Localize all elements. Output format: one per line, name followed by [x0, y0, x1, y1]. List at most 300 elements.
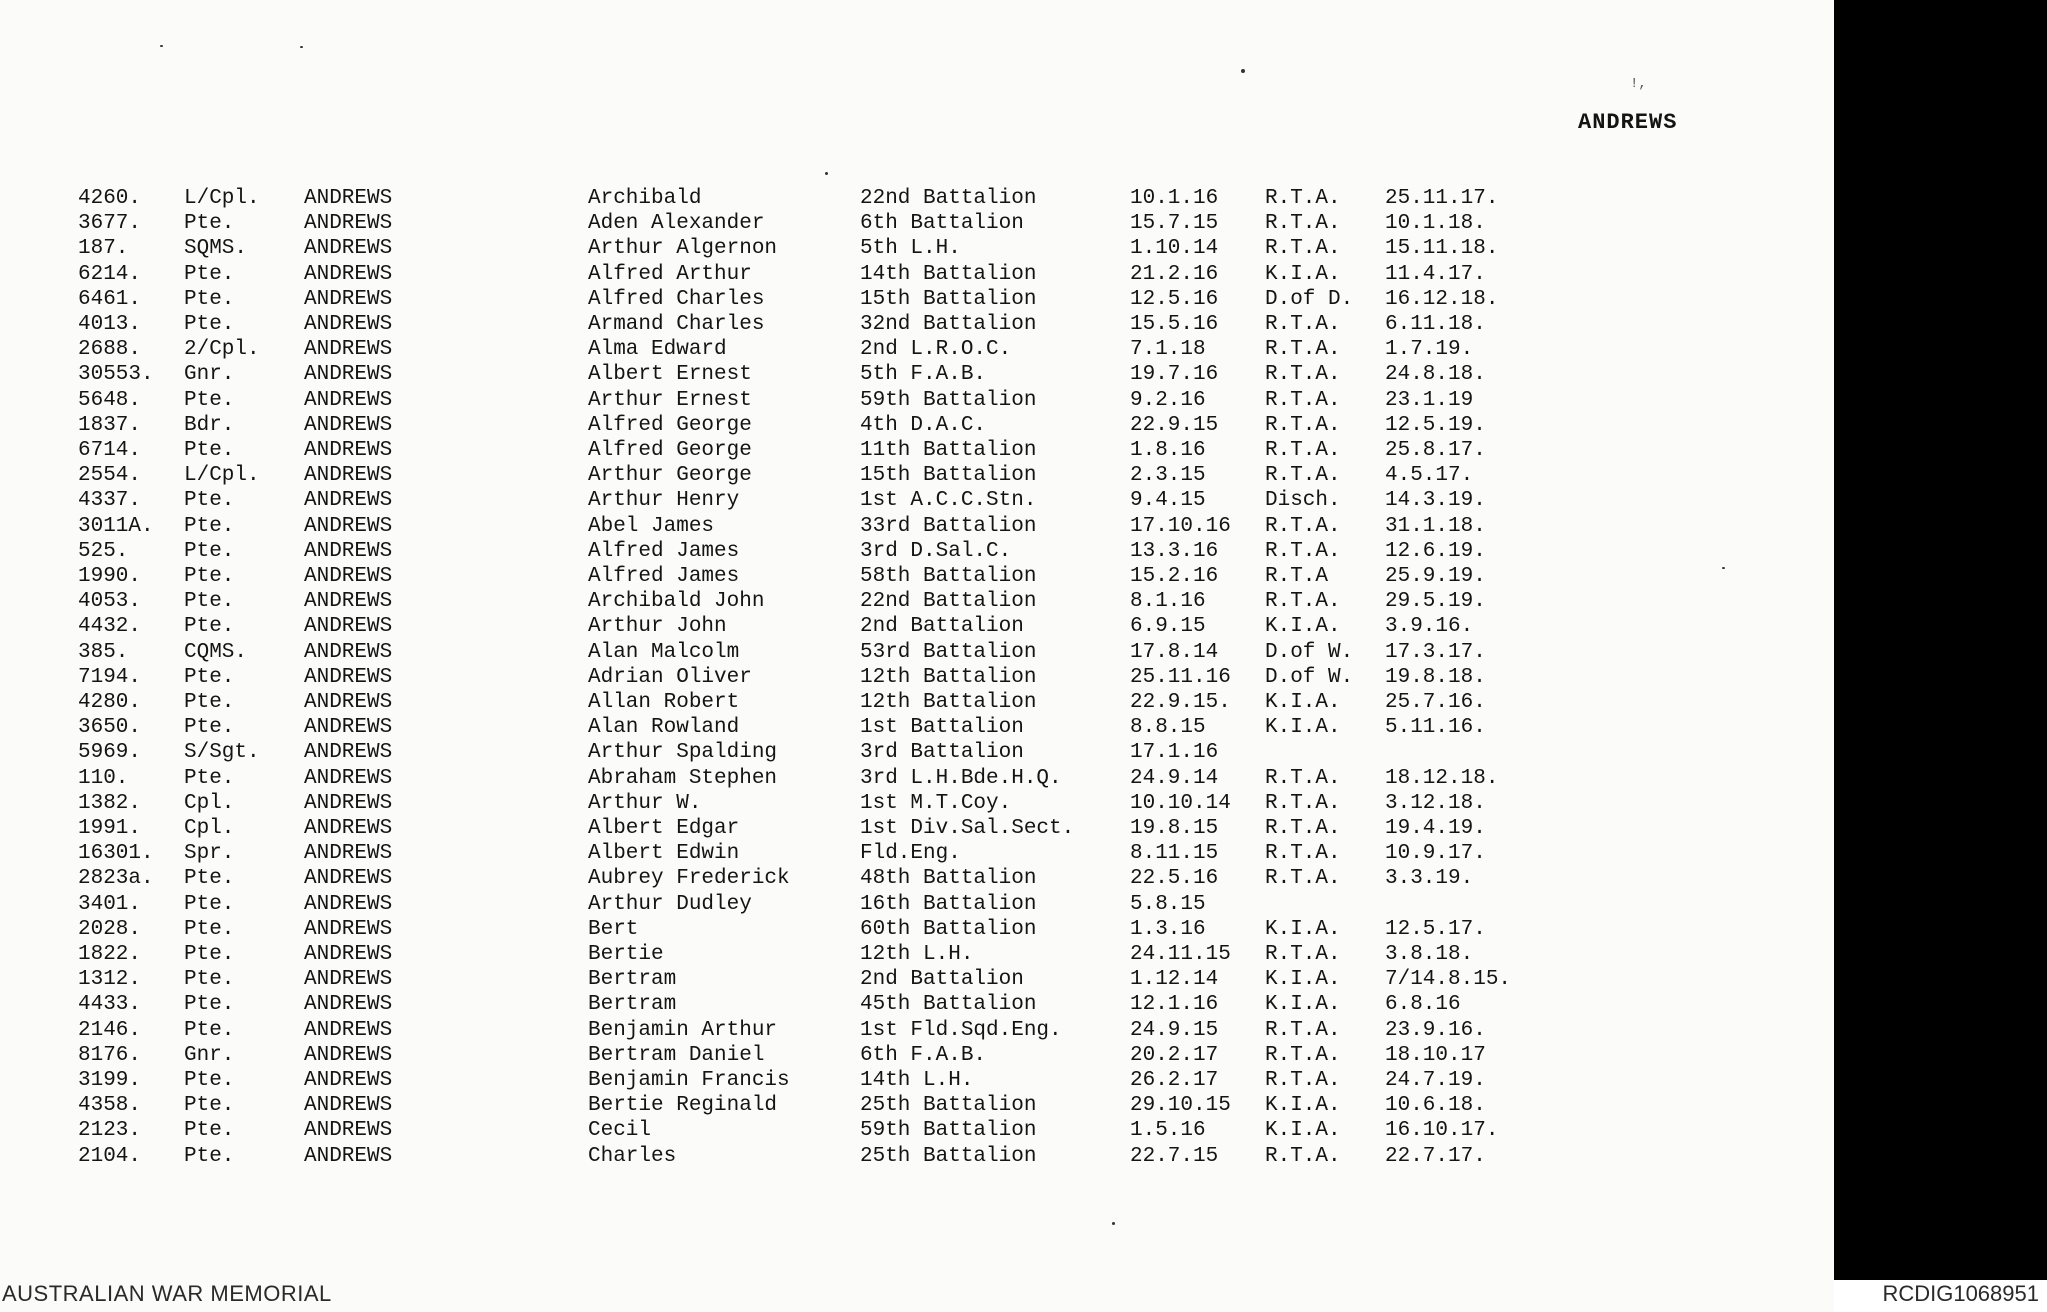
given-names: Alfred James: [588, 539, 740, 563]
unit: 48th Battalion: [860, 867, 1037, 891]
fate-date: 29.5.19.: [1385, 590, 1486, 614]
list-item: [0, 1118, 1834, 1143]
surname: ANDREWS: [304, 993, 393, 1017]
enlistment-date: 1.8.16: [1130, 439, 1206, 462]
enlistment-date: 12.5.16: [1130, 287, 1219, 311]
fate-date: 10.6.18.: [1385, 1094, 1486, 1118]
fate: K.I.A.: [1265, 993, 1341, 1017]
surname: ANDREWS: [304, 842, 393, 866]
rank: Pte.: [184, 892, 235, 916]
unit: 16th Battalion: [860, 892, 1037, 916]
fate: K.I.A.: [1265, 1119, 1341, 1143]
fate: K.I.A.: [1265, 262, 1341, 286]
fate-date: 6.8.16: [1385, 993, 1461, 1017]
given-names: Abel James: [588, 514, 715, 538]
list-item: [0, 640, 1834, 665]
enlistment-date: 1.3.16: [1130, 917, 1206, 941]
record-number: 1382.: [78, 791, 142, 815]
record-number: 4358.: [78, 1094, 142, 1118]
fate-date: 4.5.17.: [1385, 464, 1474, 488]
list-item: [0, 1043, 1834, 1068]
list-item: [0, 312, 1834, 337]
unit: 3rd L.H.Bde.H.Q.: [860, 766, 1062, 790]
rank: Cpl.: [184, 817, 235, 840]
rank: L/Cpl.: [184, 187, 260, 210]
list-item: [0, 816, 1834, 841]
enlistment-date: 2.3.15: [1130, 464, 1206, 488]
unit: 22nd Battalion: [860, 590, 1037, 614]
fate-date: 11.4.17.: [1385, 262, 1486, 286]
fate: R.T.A: [1265, 565, 1329, 588]
record-number: 8176.: [78, 1043, 142, 1067]
record-number: 2028.: [78, 917, 142, 941]
fate: R.T.A.: [1265, 817, 1341, 840]
surname: ANDREWS: [304, 817, 393, 840]
surname: ANDREWS: [304, 187, 393, 210]
rank: Cpl.: [184, 791, 235, 815]
rank: Pte.: [184, 539, 235, 563]
given-names: Albert Ernest: [588, 363, 752, 387]
given-names: Armand Charles: [588, 313, 765, 336]
fate-date: 31.1.18.: [1385, 514, 1486, 538]
given-names: Aubrey Frederick: [588, 867, 790, 891]
list-item: [0, 1068, 1834, 1093]
fate-date: 6.11.18.: [1385, 313, 1486, 336]
list-item: [0, 463, 1834, 488]
list-item: [0, 892, 1834, 917]
surname: ANDREWS: [304, 413, 393, 437]
enlistment-date: 6.9.15: [1130, 615, 1206, 639]
given-names: Aden Alexander: [588, 212, 765, 236]
footer-institution: AUSTRALIAN WAR MEMORIAL: [2, 1281, 332, 1306]
rank: Pte.: [184, 1144, 235, 1168]
surname-header: ANDREWS: [1578, 110, 1678, 135]
record-number: 110.: [78, 766, 129, 790]
fate-date: 3.8.18.: [1385, 943, 1474, 966]
fate: R.T.A.: [1265, 791, 1341, 815]
fate: R.T.A.: [1265, 338, 1341, 362]
rank: Pte.: [184, 514, 235, 538]
list-item: [0, 362, 1834, 387]
fate-date: 12.5.17.: [1385, 917, 1486, 941]
given-names: Archibald: [588, 187, 702, 210]
unit: 59th Battalion: [860, 1119, 1037, 1143]
record-number: 2146.: [78, 1018, 142, 1042]
list-item: [0, 665, 1834, 690]
fate: R.T.A.: [1265, 1043, 1341, 1067]
given-names: Arthur Spalding: [588, 741, 778, 765]
enlistment-date: 13.3.16: [1130, 539, 1219, 563]
fate: R.T.A.: [1265, 539, 1341, 563]
record-number: 385.: [78, 640, 129, 664]
fate: R.T.A.: [1265, 943, 1341, 966]
unit: 32nd Battalion: [860, 313, 1037, 336]
rank: Pte.: [184, 590, 235, 614]
list-item: [0, 564, 1834, 589]
enlistment-date: 8.11.15: [1130, 842, 1219, 866]
surname: ANDREWS: [304, 791, 393, 815]
enlistment-date: 20.2.17: [1130, 1043, 1219, 1067]
fate-date: 25.11.17.: [1385, 187, 1499, 210]
unit: 1st M.T.Coy.: [860, 791, 1012, 815]
enlistment-date: 8.8.15: [1130, 716, 1206, 740]
surname: ANDREWS: [304, 363, 393, 387]
rank: Pte.: [184, 1018, 235, 1042]
unit: 25th Battalion: [860, 1094, 1037, 1118]
surname: ANDREWS: [304, 968, 393, 992]
given-names: Benjamin Francis: [588, 1069, 790, 1092]
fate-date: 3.9.16.: [1385, 615, 1474, 639]
rank: SQMS.: [184, 237, 248, 261]
footer-record-id: RCDIG1068951: [1882, 1281, 2039, 1306]
fate-date: 23.1.19: [1385, 388, 1474, 412]
surname: ANDREWS: [304, 565, 393, 588]
rank: Pte.: [184, 565, 235, 588]
fate: D.of D.: [1265, 287, 1354, 311]
enlistment-date: 10.1.16: [1130, 187, 1219, 210]
rank: Pte.: [184, 917, 235, 941]
fate-date: 19.4.19.: [1385, 817, 1486, 840]
given-names: Alfred Arthur: [588, 262, 752, 286]
rank: S/Sgt.: [184, 741, 260, 765]
enlistment-date: 17.10.16: [1130, 514, 1231, 538]
given-names: Abraham Stephen: [588, 766, 778, 790]
fate-date: 23.9.16.: [1385, 1018, 1486, 1042]
record-number: 2823a.: [78, 867, 154, 891]
enlistment-date: 1.5.16: [1130, 1119, 1206, 1143]
given-names: Alfred Charles: [588, 287, 765, 311]
surname: ANDREWS: [304, 1043, 393, 1067]
record-number: 4053.: [78, 590, 142, 614]
ink-speck: [1112, 1222, 1115, 1225]
surname: ANDREWS: [304, 716, 393, 740]
record-number: 1990.: [78, 565, 142, 588]
list-item: [0, 413, 1834, 438]
fate-date: 25.9.19.: [1385, 565, 1486, 588]
fate: R.T.A.: [1265, 388, 1341, 412]
given-names: Arthur John: [588, 615, 727, 639]
rank: Pte.: [184, 489, 235, 513]
surname: ANDREWS: [304, 1018, 393, 1042]
surname: ANDREWS: [304, 1069, 393, 1092]
fate-date: 16.12.18.: [1385, 287, 1499, 311]
rank: Spr.: [184, 842, 235, 866]
fate-date: 25.8.17.: [1385, 439, 1486, 462]
record-number: 1822.: [78, 943, 142, 966]
list-item: [0, 1018, 1834, 1043]
record-number: 187.: [78, 237, 129, 261]
rank: Pte.: [184, 665, 235, 689]
enlistment-date: 1.12.14: [1130, 968, 1219, 992]
enlistment-date: 15.5.16: [1130, 313, 1219, 336]
fate: K.I.A.: [1265, 691, 1341, 714]
given-names: Adrian Oliver: [588, 665, 752, 689]
enlistment-date: 26.2.17: [1130, 1069, 1219, 1092]
list-item: [0, 690, 1834, 715]
rank: CQMS.: [184, 640, 248, 664]
fate-date: 16.10.17.: [1385, 1119, 1499, 1143]
fate: R.T.A.: [1265, 237, 1341, 261]
unit: 22nd Battalion: [860, 187, 1037, 210]
enlistment-date: 22.5.16: [1130, 867, 1219, 891]
scan-edge-bar: [1834, 0, 2047, 1280]
rank: Gnr.: [184, 363, 235, 387]
fate-date: 3.3.19.: [1385, 867, 1474, 891]
record-number: 2688.: [78, 338, 142, 362]
fate-date: 19.8.18.: [1385, 665, 1486, 689]
enlistment-date: 21.2.16: [1130, 262, 1219, 286]
rank: Pte.: [184, 716, 235, 740]
fate: K.I.A.: [1265, 615, 1341, 639]
given-names: Charles: [588, 1144, 677, 1168]
fate-date: 25.7.16.: [1385, 691, 1486, 714]
surname: ANDREWS: [304, 313, 393, 336]
record-number: 4433.: [78, 993, 142, 1017]
rank: 2/Cpl.: [184, 338, 260, 362]
fate: D.of W.: [1265, 665, 1354, 689]
unit: 2nd Battalion: [860, 968, 1024, 992]
enlistment-date: 22.9.15.: [1130, 691, 1231, 714]
unit: 33rd Battalion: [860, 514, 1037, 538]
fate: R.T.A.: [1265, 413, 1341, 437]
list-item: [0, 488, 1834, 513]
record-number: 4337.: [78, 489, 142, 513]
list-item: [0, 715, 1834, 740]
enlistment-date: 9.4.15: [1130, 489, 1206, 513]
given-names: Arthur Ernest: [588, 388, 752, 412]
rank: Pte.: [184, 867, 235, 891]
fate-date: 24.8.18.: [1385, 363, 1486, 387]
fate: R.T.A.: [1265, 212, 1341, 236]
list-item: [0, 211, 1834, 236]
enlistment-date: 5.8.15: [1130, 892, 1206, 916]
unit: 14th L.H.: [860, 1069, 974, 1092]
fate: K.I.A.: [1265, 1094, 1341, 1118]
unit: 3rd D.Sal.C.: [860, 539, 1012, 563]
fate-date: 14.3.19.: [1385, 489, 1486, 513]
record-number: 7194.: [78, 665, 142, 689]
fate-date: 10.1.18.: [1385, 212, 1486, 236]
rank: Pte.: [184, 615, 235, 639]
enlistment-date: 24.11.15: [1130, 943, 1231, 966]
list-item: [0, 1093, 1834, 1118]
unit: 12th Battalion: [860, 665, 1037, 689]
fate-date: 10.9.17.: [1385, 842, 1486, 866]
unit: 45th Battalion: [860, 993, 1037, 1017]
surname: ANDREWS: [304, 1144, 393, 1168]
list-item: [0, 236, 1834, 261]
fate-date: 24.7.19.: [1385, 1069, 1486, 1092]
surname: ANDREWS: [304, 590, 393, 614]
list-item: [0, 589, 1834, 614]
fate-date: 22.7.17.: [1385, 1144, 1486, 1168]
enlistment-date: 25.11.16: [1130, 665, 1231, 689]
ink-speck: [300, 46, 303, 48]
record-number: 2554.: [78, 464, 142, 488]
fate: R.T.A.: [1265, 1069, 1341, 1092]
enlistment-date: 22.7.15: [1130, 1144, 1219, 1168]
fate: R.T.A.: [1265, 766, 1341, 790]
unit: 1st Battalion: [860, 716, 1024, 740]
given-names: Bert: [588, 917, 639, 941]
fate-date: 15.11.18.: [1385, 237, 1499, 261]
list-item: [0, 262, 1834, 287]
list-item: [0, 866, 1834, 891]
list-item: [0, 917, 1834, 942]
corner-mark: !,: [1630, 76, 1647, 92]
unit: 59th Battalion: [860, 388, 1037, 412]
record-number: 1991.: [78, 817, 142, 840]
unit: 5th L.H.: [860, 237, 961, 261]
given-names: Arthur Algernon: [588, 237, 778, 261]
list-item: [0, 438, 1834, 463]
surname: ANDREWS: [304, 741, 393, 765]
record-number: 5969.: [78, 741, 142, 765]
record-number: 4280.: [78, 691, 142, 714]
surname: ANDREWS: [304, 943, 393, 966]
surname: ANDREWS: [304, 262, 393, 286]
record-number: 525.: [78, 539, 129, 563]
record-number: 1312.: [78, 968, 142, 992]
surname: ANDREWS: [304, 287, 393, 311]
list-item: [0, 740, 1834, 765]
list-item: [0, 186, 1834, 211]
fate: R.T.A.: [1265, 514, 1341, 538]
list-item: [0, 942, 1834, 967]
fate: R.T.A.: [1265, 187, 1341, 210]
unit: 14th Battalion: [860, 262, 1037, 286]
enlistment-date: 9.2.16: [1130, 388, 1206, 412]
record-number: 2123.: [78, 1119, 142, 1143]
given-names: Bertram Daniel: [588, 1043, 765, 1067]
list-item: [0, 514, 1834, 539]
unit: 6th Battalion: [860, 212, 1024, 236]
given-names: Bertram: [588, 968, 677, 992]
surname: ANDREWS: [304, 514, 393, 538]
list-item: [0, 791, 1834, 816]
fate: D.of W.: [1265, 640, 1354, 664]
record-number: 30553.: [78, 363, 154, 387]
given-names: Arthur Dudley: [588, 892, 752, 916]
fate: K.I.A.: [1265, 716, 1341, 740]
given-names: Allan Robert: [588, 691, 740, 714]
enlistment-date: 10.10.14: [1130, 791, 1231, 815]
unit: 4th D.A.C.: [860, 413, 987, 437]
unit: 53rd Battalion: [860, 640, 1037, 664]
unit: 11th Battalion: [860, 439, 1037, 462]
unit: 1st A.C.C.Stn.: [860, 489, 1037, 513]
surname: ANDREWS: [304, 489, 393, 513]
list-item: [0, 539, 1834, 564]
fate-date: 12.6.19.: [1385, 539, 1486, 563]
record-number: 6214.: [78, 262, 142, 286]
enlistment-date: 15.2.16: [1130, 565, 1219, 588]
surname: ANDREWS: [304, 1094, 393, 1118]
enlistment-date: 24.9.15: [1130, 1018, 1219, 1042]
fate-date: 17.3.17.: [1385, 640, 1486, 664]
record-number: 3650.: [78, 716, 142, 740]
given-names: Alan Rowland: [588, 716, 740, 740]
given-names: Benjamin Arthur: [588, 1018, 778, 1042]
unit: 58th Battalion: [860, 565, 1037, 588]
surname: ANDREWS: [304, 439, 393, 462]
fate-date: 18.10.17: [1385, 1043, 1486, 1067]
given-names: Alfred George: [588, 413, 752, 437]
list-item: [0, 967, 1834, 992]
fate: R.T.A.: [1265, 464, 1341, 488]
surname: ANDREWS: [304, 665, 393, 689]
surname: ANDREWS: [304, 539, 393, 563]
surname: ANDREWS: [304, 237, 393, 261]
fate-date: 7/14.8.15.: [1385, 968, 1512, 992]
given-names: Arthur Henry: [588, 489, 740, 513]
fate-date: 18.12.18.: [1385, 766, 1499, 790]
unit: 25th Battalion: [860, 1144, 1037, 1168]
surname: ANDREWS: [304, 388, 393, 412]
unit: 6th F.A.B.: [860, 1043, 987, 1067]
rank: Gnr.: [184, 1043, 235, 1067]
list-item: [0, 1144, 1834, 1169]
given-names: Albert Edwin: [588, 842, 740, 866]
unit: Fld.Eng.: [860, 842, 961, 866]
record-number: 6714.: [78, 439, 142, 462]
unit: 2nd Battalion: [860, 615, 1024, 639]
surname: ANDREWS: [304, 615, 393, 639]
unit: 15th Battalion: [860, 287, 1037, 311]
rank: Pte.: [184, 1094, 235, 1118]
enlistment-date: 12.1.16: [1130, 993, 1219, 1017]
surname: ANDREWS: [304, 640, 393, 664]
list-item: [0, 337, 1834, 362]
record-number: 5648.: [78, 388, 142, 412]
rank: Pte.: [184, 766, 235, 790]
unit: 12th L.H.: [860, 943, 974, 966]
list-item: [0, 388, 1834, 413]
unit: 2nd L.R.O.C.: [860, 338, 1012, 362]
given-names: Alma Edward: [588, 338, 727, 362]
given-names: Cecil: [588, 1119, 652, 1143]
record-number: 6461.: [78, 287, 142, 311]
surname: ANDREWS: [304, 892, 393, 916]
record-number: 4432.: [78, 615, 142, 639]
surname: ANDREWS: [304, 1119, 393, 1143]
enlistment-date: 1.10.14: [1130, 237, 1219, 261]
fate: R.T.A.: [1265, 313, 1341, 336]
fate-date: 3.12.18.: [1385, 791, 1486, 815]
enlistment-date: 22.9.15: [1130, 413, 1219, 437]
record-number: 4260.: [78, 187, 142, 210]
unit: 60th Battalion: [860, 917, 1037, 941]
enlistment-date: 17.1.16: [1130, 741, 1219, 765]
ink-speck: [1241, 69, 1245, 73]
list-item: [0, 614, 1834, 639]
rank: Pte.: [184, 968, 235, 992]
record-number: 4013.: [78, 313, 142, 336]
fate-date: 12.5.19.: [1385, 413, 1486, 437]
enlistment-date: 29.10.15: [1130, 1094, 1231, 1118]
enlistment-date: 19.8.15: [1130, 817, 1219, 840]
unit: 1st Div.Sal.Sect.: [860, 817, 1075, 840]
record-number: 1837.: [78, 413, 142, 437]
surname: ANDREWS: [304, 691, 393, 714]
record-number: 3401.: [78, 892, 142, 916]
given-names: Alfred George: [588, 439, 752, 462]
given-names: Bertie: [588, 943, 664, 966]
record-number: 3011A.: [78, 514, 154, 538]
record-number: 16301.: [78, 842, 154, 866]
rank: Pte.: [184, 993, 235, 1017]
rank: Pte.: [184, 262, 235, 286]
